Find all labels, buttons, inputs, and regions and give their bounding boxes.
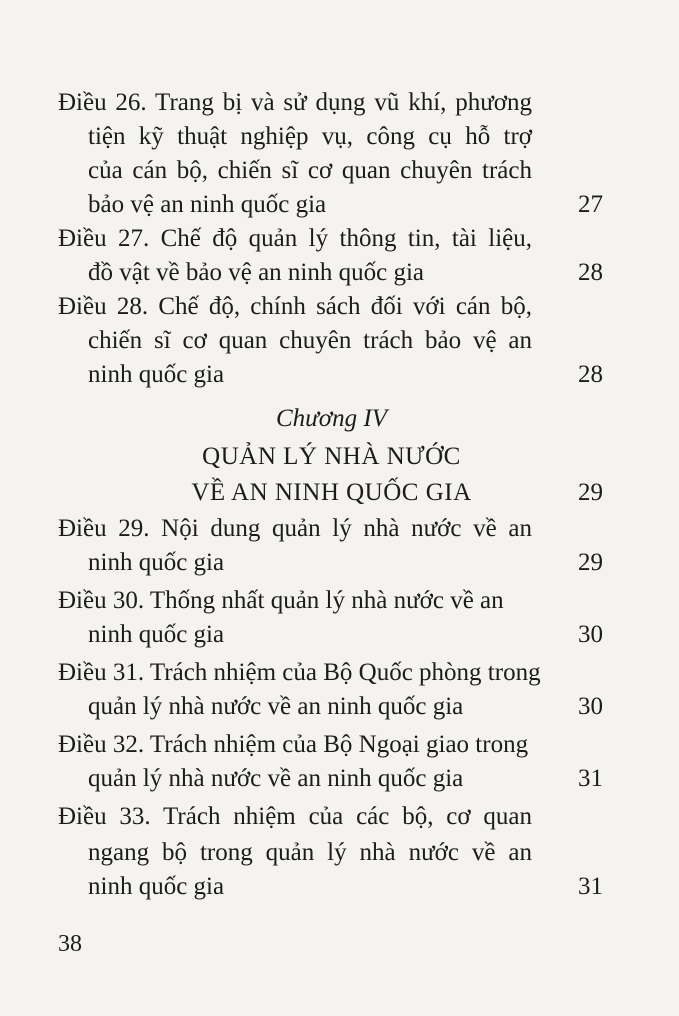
- toc-page-number: 31: [578, 873, 603, 900]
- page-number: 38: [58, 931, 82, 957]
- toc-page-number: 29: [578, 549, 603, 576]
- toc-line: Điều 27. Chế độ quản lý thông tin, tài liệu,: [58, 225, 532, 252]
- toc-line: chiến sĩ cơ quan chuyên trách bảo vệ an: [88, 327, 532, 354]
- toc-page-number: 27: [578, 191, 603, 218]
- toc-page-number: 30: [578, 621, 603, 648]
- chapter-title-line2: VỀ AN NINH QUỐC GIA: [191, 479, 472, 506]
- toc-line: Điều 28. Chế độ, chính sách đối với cán bộ,: [58, 293, 532, 320]
- toc-page-number: 28: [578, 361, 603, 388]
- chapter-label: Chương IV: [276, 405, 387, 432]
- toc-line: ninh quốc gia: [88, 361, 225, 388]
- toc-page-number: 29: [578, 479, 603, 506]
- toc-line: quản lý nhà nước về an ninh quốc gia: [88, 765, 464, 792]
- toc-line: của cán bộ, chiến sĩ cơ quan chuyên trách: [88, 157, 532, 184]
- chapter-title-line1: QUẢN LÝ NHÀ NƯỚC: [202, 443, 461, 470]
- toc-page-number: 31: [578, 765, 603, 792]
- toc-line: đồ vật về bảo vệ an ninh quốc gia: [88, 259, 425, 286]
- toc-line: Điều 26. Trang bị và sử dụng vũ khí, phương: [58, 89, 532, 116]
- toc-line: Điều 30. Thống nhất quản lý nhà nước về an: [58, 587, 504, 614]
- toc-line: quản lý nhà nước về an ninh quốc gia: [88, 693, 464, 720]
- toc-line: ninh quốc gia: [88, 549, 225, 576]
- toc-line: Điều 29. Nội dung quản lý nhà nước về an: [58, 515, 532, 542]
- toc-line: ninh quốc gia: [88, 621, 225, 648]
- toc-line: tiện kỹ thuật nghiệp vụ, công cụ hỗ trợ: [88, 123, 532, 150]
- toc-line: Điều 31. Trách nhiệm của Bộ Quốc phòng trong: [58, 659, 541, 686]
- toc-line: ngang bộ trong quản lý nhà nước về an: [88, 839, 532, 866]
- toc-line: Điều 32. Trách nhiệm của Bộ Ngoại giao trong: [58, 731, 529, 758]
- toc-page-number: 30: [578, 693, 603, 720]
- toc-line: bảo vệ an ninh quốc gia: [88, 191, 327, 218]
- toc-page-number: 28: [578, 259, 603, 286]
- toc-line: ninh quốc gia: [88, 873, 225, 900]
- toc-line: Điều 33. Trách nhiệm của các bộ, cơ quan: [58, 803, 532, 830]
